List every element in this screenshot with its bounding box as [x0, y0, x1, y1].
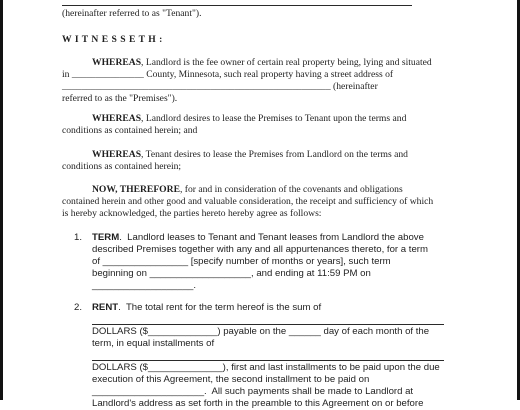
tenant-reference: (hereinafter referred to as "Tenant"). — [62, 8, 202, 19]
clause-2-number: 2. — [74, 302, 83, 313]
clause-2-text: . The total rent for the term hereof is the sum of — [118, 302, 322, 313]
now-therefore-line3: is hereby acknowledged, the parties hereto hereby agree as follows: — [62, 208, 322, 219]
whereas-1-line2: in _______________ County, Minnesota, such real property having a street address of — [62, 69, 394, 80]
whereas-1-line4: referred to as the "Premises"). — [62, 93, 178, 104]
clause-1-text: . Landlord leases to Tenant and Tenant leases from Landlord the above — [119, 232, 424, 243]
clause-2-title: RENT — [92, 302, 119, 313]
whereas-3-lead: WHEREAS — [92, 149, 142, 160]
whereas-2-lead: WHEREAS — [92, 113, 142, 124]
whereas-3-line1 — [92, 149, 408, 161]
clause-2-line6: _____________________. All such payments shall be made to Landlord at — [92, 386, 414, 397]
whereas-1-line1 — [92, 57, 432, 69]
clause-1-line4: beginning on ___________________, and ending at 11:59 PM on — [92, 268, 371, 279]
now-therefore-line1 — [92, 184, 403, 196]
clause-1-line3: of ________________ [specify number of months or years], such term — [92, 256, 391, 267]
whereas-1-text: , Landlord is the fee owner of certain real property being, lying and situated — [141, 57, 432, 68]
clause-2-line3: term, in equal installments of — [92, 338, 215, 349]
clause-2-line2: DOLLARS ($_____________) payable on the ______ day of each month of the — [92, 326, 430, 337]
whereas-1-line3: ________________________________________________________ (hereinafter — [62, 81, 378, 92]
whereas-2-line2: conditions as contained herein; and — [62, 125, 198, 136]
clause-1-title: TERM — [92, 232, 120, 243]
now-therefore-lead: NOW, THEREFORE — [92, 184, 180, 195]
now-therefore-line2: contained herein and other good and valuable consideration, the receipt and sufficiency of which — [62, 196, 434, 207]
whereas-3-text: , Tenant desires to lease the Premises from Landlord on the terms and — [141, 149, 408, 160]
clause-1-line5: ___________________. — [92, 280, 197, 291]
clause-2-line5: execution of this Agreement, the second installment to be paid on — [92, 374, 370, 385]
tenant-name-blank — [62, 5, 412, 6]
witnesseth-heading: W I T N E S S E T H : — [62, 34, 163, 45]
clause-2-line1 — [92, 302, 321, 314]
left-page-edge — [0, 0, 3, 400]
whereas-3-line2: conditions as contained herein; — [62, 161, 182, 172]
clause-1-line2: described Premises together with any and all appurtenances thereto, for a term — [92, 244, 428, 255]
whereas-2-line1 — [92, 113, 406, 125]
installment-words-blank — [92, 360, 444, 361]
clause-1-line1 — [92, 232, 424, 244]
clause-1-number: 1. — [74, 232, 83, 243]
clause-2-line4: DOLLARS ($______________), first and last installments to be paid upon the due — [92, 362, 440, 373]
now-therefore-text: , for and in consideration of the covenants and obligations — [179, 184, 403, 195]
rent-amount-words-blank — [92, 324, 444, 325]
whereas-2-text: , Landlord desires to lease the Premises to Tenant upon the terms and — [141, 113, 407, 124]
clause-2-line7: Landlord's address as set forth in the preamble to this Agreement on or before — [92, 398, 424, 409]
whereas-1-lead: WHEREAS — [92, 57, 142, 68]
